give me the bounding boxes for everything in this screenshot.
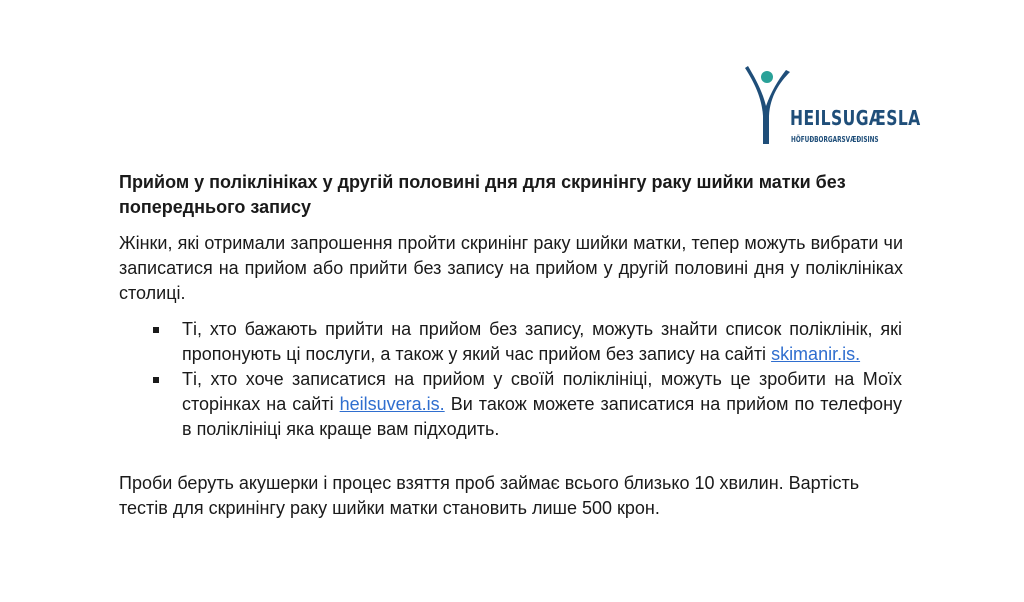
bullet-item-booking — [150, 367, 902, 442]
document-heading: Прийом у поліклініках у другій половині дня для скринінгу раку шийки матки без попереднього запису — [119, 172, 846, 217]
bullet-item-walk-in — [150, 317, 902, 367]
bullet-text: Ті, хто хоче записатися на прийом у своїй поліклініці, можуть це зробити на Моїх сторінках на сайті — [182, 369, 902, 414]
bullet-text: Ті, хто бажають прийти на прийом без запису, можуть знайти список поліклінік, які пропонують ці послуги, а також у який час прийом без запису на сайті — [182, 319, 902, 364]
intro-paragraph: Жінки, які отримали запрошення пройти скринінг раку шийки матки, тепер можуть вибрати чи записатися на прийом або прийти без запису на прийом у другій половині дня у поліклініках столиці. — [119, 233, 903, 303]
heilsuvera-link[interactable]: heilsuvera.is. — [339, 394, 445, 414]
heilsugaesla-logo — [742, 64, 921, 150]
bullet-square-icon — [153, 377, 159, 383]
heilsugaesla-logo-icon — [742, 64, 792, 150]
bullet-list — [150, 317, 902, 442]
bullet-square-icon — [153, 327, 159, 333]
logo-subtitle: HÖFUÐBORGARSVÆÐISINS — [791, 135, 879, 144]
skimanir-link[interactable]: skimanir.is. — [771, 344, 861, 364]
bullet-text-after: Ви також можете записатися на прийом по телефону в поліклініці яка краще вам підходить. — [182, 394, 903, 439]
logo-name: HEILSUGÆSLA — [790, 106, 921, 130]
closing-paragraph: Проби беруть акушерки і процес взяття проб займає всього близько 10 хвилин. Вартість тестів для скринінгу раку шийки матки становить лише 500 крон. — [119, 473, 860, 518]
